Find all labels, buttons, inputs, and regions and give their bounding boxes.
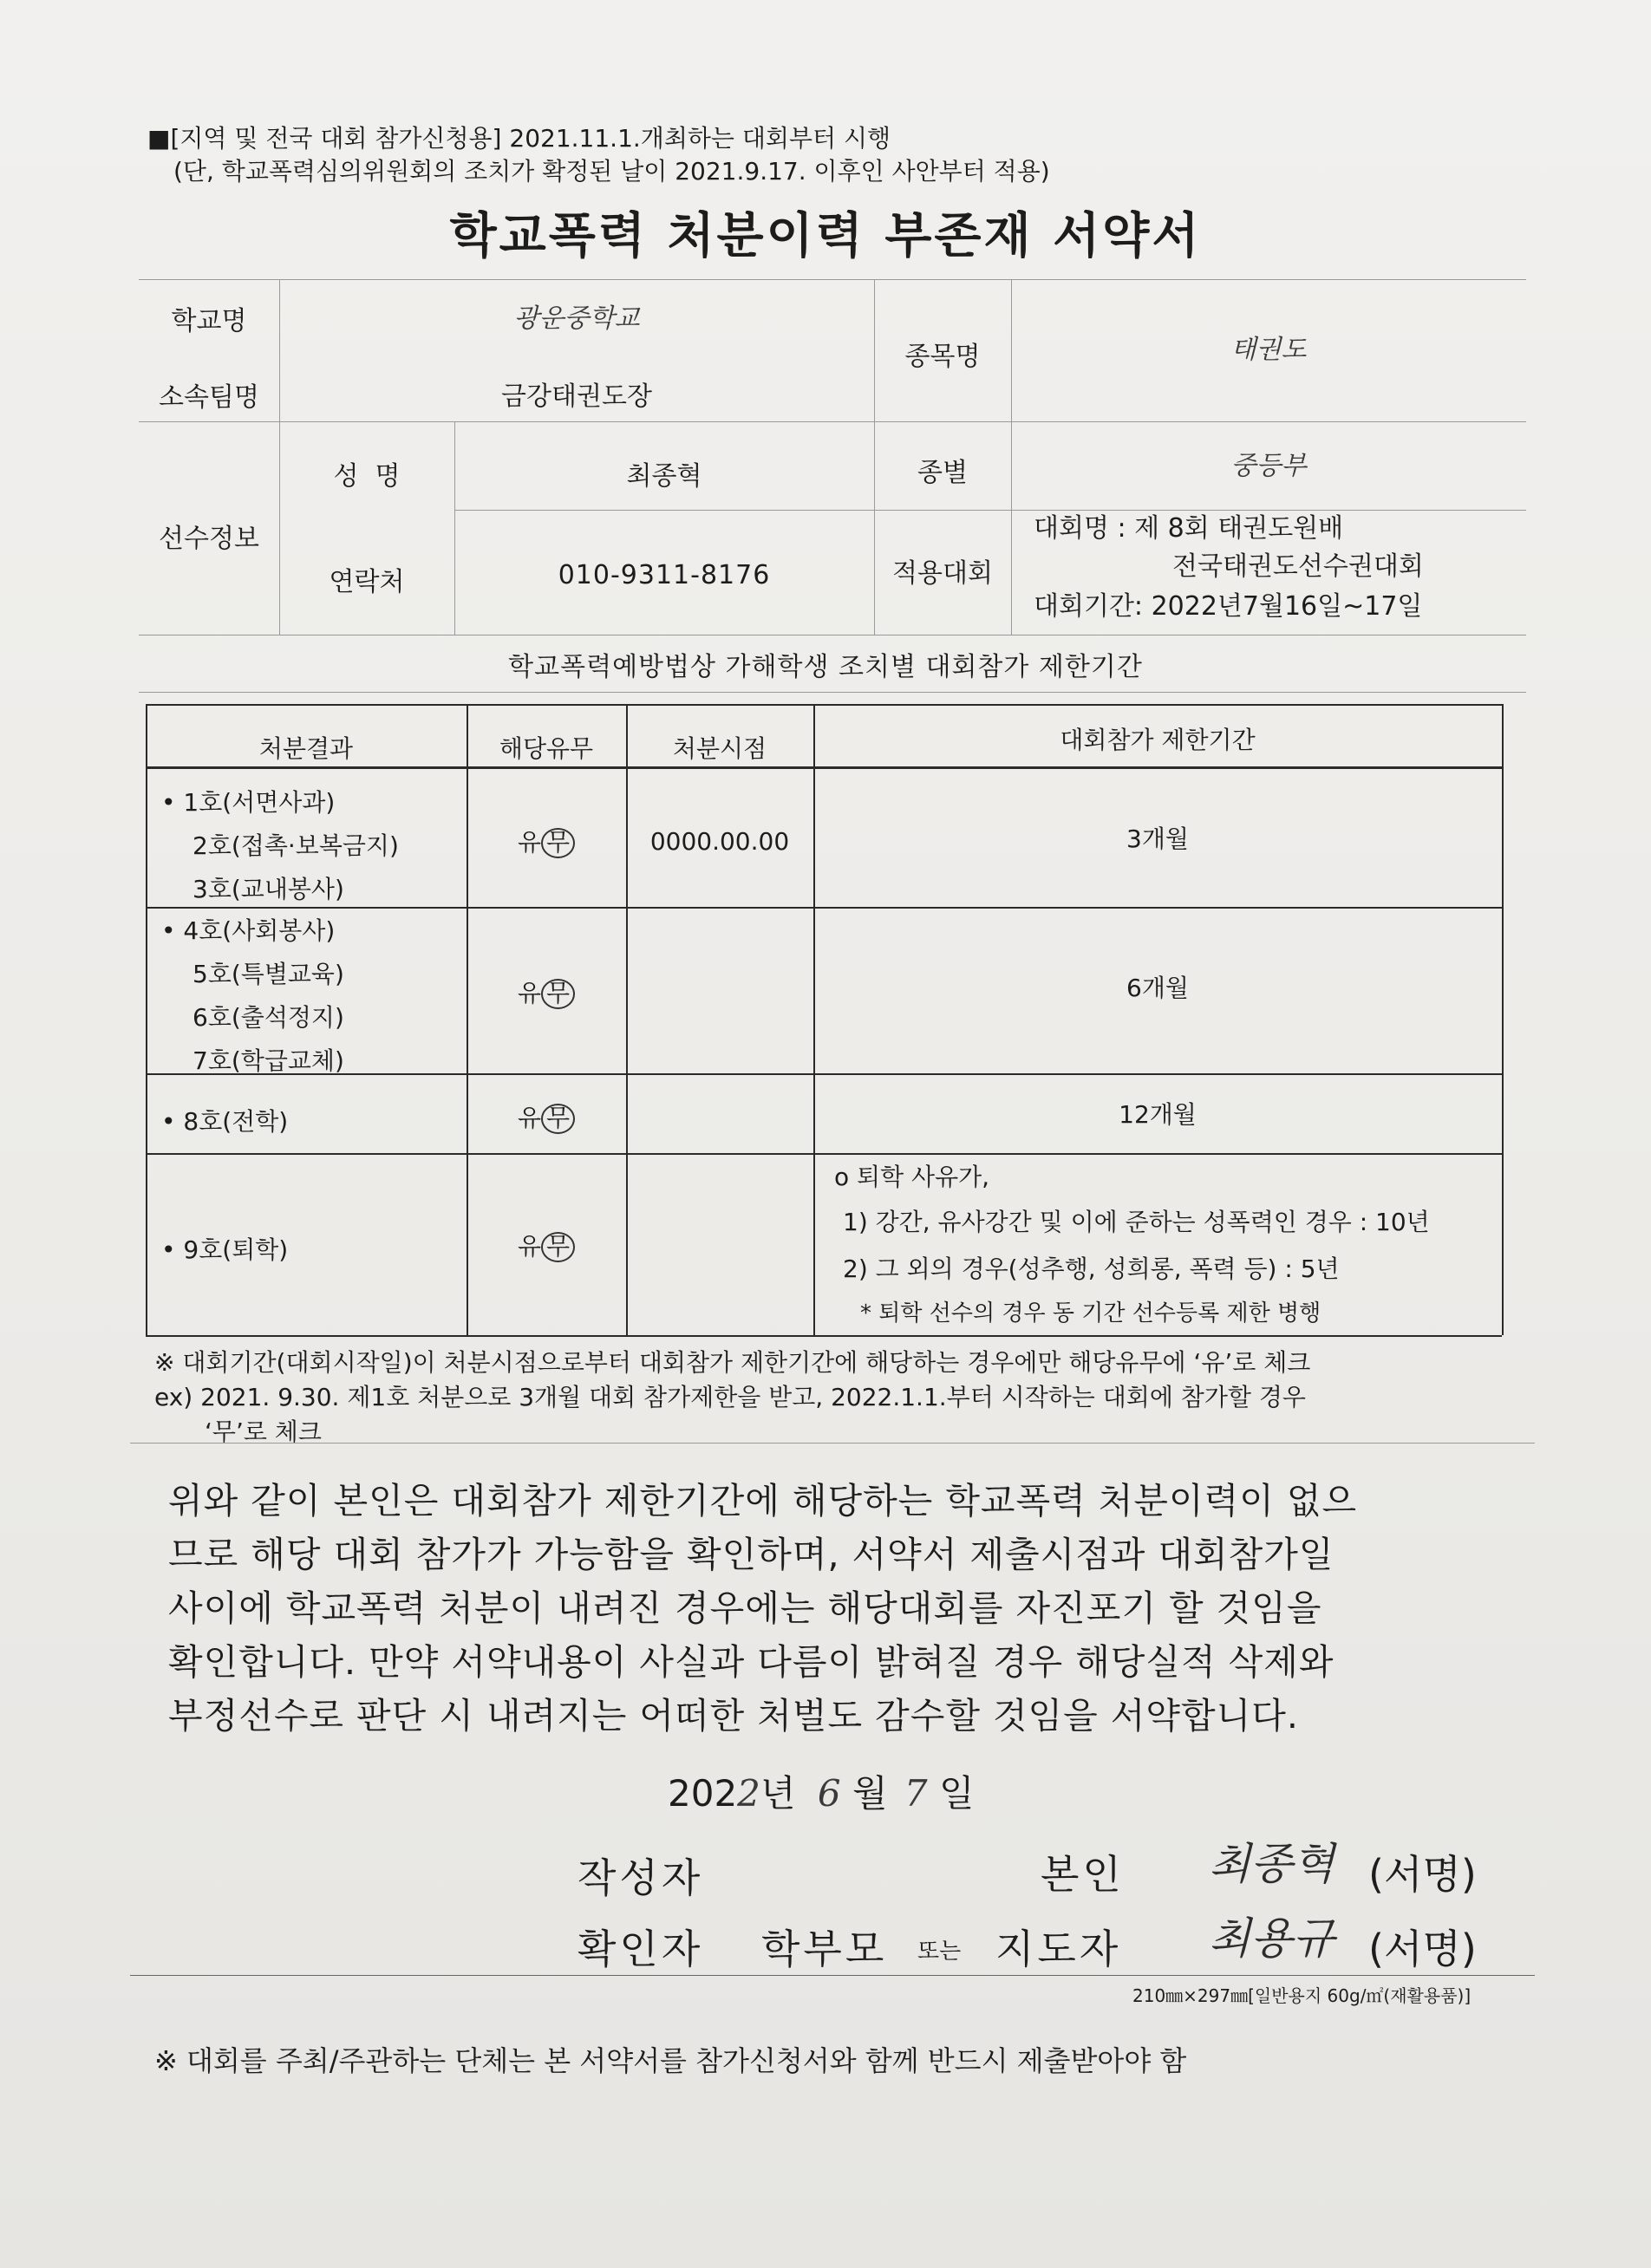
sport-label: 종목명 [904,342,981,372]
footer-note: ※ 대회를 주최/주관하는 단체는 본 서약서를 참가신청서와 함께 반드시 제출받아야 함 [154,2044,1187,2077]
row1-applicable [467,824,626,858]
row2-item-4: 7호(학급교체) [193,1046,344,1075]
date-year-label: 년 [760,1772,796,1815]
contact-label: 연락처 [329,567,405,597]
header-applicable: 해당유무 [499,734,594,763]
info-divider-2 [454,510,1526,511]
row1-item-2: 2호(접촉·보복금지) [193,831,399,860]
restriction-heading: 학교폭력예방법상 가해학생 조치별 대회참가 제한기간 [508,652,1143,682]
pledge-line-3: 사이에 학교폭력 처분이 내려진 경우에는 해당대회를 자진포기 할 것임을 [168,1587,1322,1629]
row3-yes: 유 [517,1104,541,1132]
row4-period-line-4: * 퇴학 선수의 경우 동 기간 선수등록 제한 병행 [860,1300,1321,1326]
pledge-date [668,1765,975,1817]
notice-line-1: ■[지역 및 전국 대회 참가신청용] 2021.11.1.개최하는 대회부터 시행 [147,124,891,153]
row1-date: 0000.00.00 [649,827,790,856]
row4-period-line-2: 1) 강간, 유사강간 및 이에 준하는 성폭력인 경우 : 10년 [843,1208,1430,1236]
row2-period: 6개월 [1126,974,1189,1002]
school-value: 광운중학교 [513,303,640,334]
team-value: 금강태권도장 [501,381,652,412]
row1-item-1: • 1호(서면사과) [161,788,336,817]
confirmer-label: 확인자 [578,1926,704,1972]
writer-label: 작성자 [578,1854,704,1901]
event-period: 대회기간: 2022년7월16일~17일 [1034,591,1423,622]
row4-item-1: • 9호(퇴학) [161,1235,289,1264]
pledge-line-1: 위와 같이 본인은 대회참가 제한기간에 해당하는 학교폭력 처분이력이 없으 [168,1480,1358,1522]
name-value: 최종혁 [626,461,702,492]
contact-value: 010-9311-8176 [558,560,771,590]
info-divider-1 [139,421,1526,422]
self-sign-suffix: (서명) [1368,1851,1477,1898]
row3-applicable [467,1099,626,1134]
date-day: 7 [904,1772,928,1815]
pledge-line-4: 확인합니다. 만약 서약내용이 사실과 다름이 밝혀질 경우 해당실적 삭제와 [168,1641,1335,1683]
note-1: ※ 대회기간(대회시작일)이 처분시점으로부터 대회참가 제한기간에 해당하는 경우에만 해당유무에 ‘유’로 체크 [154,1348,1311,1377]
division-label: 종별 [917,458,968,488]
parent-label: 학부모 [761,1926,888,1972]
restriction-table-top [146,704,1502,706]
header-date: 처분시점 [672,734,767,763]
row1-no-circled: 무 [541,828,575,858]
or-label: 또는 [917,1939,962,1965]
coach-sign-suffix: (서명) [1368,1926,1477,1972]
coach-signature: 최용규 [1209,1913,1335,1964]
row4-yes: 유 [517,1232,541,1261]
row3-period: 12개월 [1119,1100,1197,1129]
row4-period-line-3: 2) 그 외의 경우(성추행, 성희롱, 폭력 등) : 5년 [843,1255,1340,1283]
event-name-line-1: 대회명 : 제 8회 태권도원배 [1034,513,1344,544]
pledge-line-5: 부정선수로 판단 시 내려지는 어떠한 처벌도 감수할 것임을 서약합니다. [168,1695,1299,1737]
team-label: 소속팀명 [159,382,259,413]
sport-value: 태권도 [1230,335,1307,365]
header-result: 처분결과 [258,734,354,763]
paper-spec: 210㎜×297㎜[일반용지 60g/㎡(재활용품)] [1132,1985,1472,2006]
document-title: 학교폭력 처분이력 부존재 서약서 [449,208,1202,264]
row4-period-line-1: o 퇴학 사유가, [834,1163,990,1191]
date-year-hand: 2 [737,1772,760,1815]
date-month-label: 월 [852,1772,888,1815]
row2-item-2: 5호(특별교육) [193,960,344,988]
notice-line-2: (단, 학교폭력심의위원회의 조치가 확정된 날이 2021.9.17. 이후인 사안부터 적용) [173,157,1050,186]
row4-applicable [467,1228,626,1262]
division-value: 중등부 [1230,451,1307,481]
self-signature: 최종혁 [1209,1839,1335,1889]
note-2-line-2: ‘무’로 체크 [205,1418,322,1446]
event-name-line-2: 전국태권도선수권대회 [1172,551,1424,582]
restriction-header-bottom [146,766,1502,769]
player-info-label: 선수정보 [159,524,259,554]
date-month: 6 [817,1772,841,1815]
event-label: 적용대회 [892,558,993,589]
row2-yes: 유 [517,979,541,1007]
info-table-top [139,279,1526,280]
date-year-prefix: 202 [668,1772,738,1815]
restriction-table-bottom [146,1335,1502,1337]
date-day-label: 일 [938,1772,975,1815]
header-period: 대회참가 제한기간 [1060,726,1256,754]
row2-no-circled: 무 [541,979,575,1009]
row4-no-circled: 무 [541,1232,575,1262]
row2-applicable [467,974,626,1009]
row2-item-3: 6호(출석정지) [193,1003,344,1032]
school-label: 학교명 [171,306,247,336]
row2-item-1: • 4호(사회봉사) [161,916,336,945]
row1-yes: 유 [517,828,541,857]
row1-item-3: 3호(교내봉사) [193,875,344,903]
row3-item-1: • 8호(전학) [161,1107,289,1136]
pledge-line-2: 므로 해당 대회 참가가 가능함을 확인하며, 서약서 제출시점과 대회참가일 [168,1534,1335,1575]
name-label: 성 명 [333,461,401,492]
note-2-line-1: ex) 2021. 9.30. 제1호 처분으로 3개월 대회 참가제한을 받고, 2022.1.1.부터 시작하는 대회에 참가할 경우 [154,1383,1306,1411]
row3-no-circled: 무 [541,1104,575,1134]
coach-label: 지도자 [995,1926,1122,1972]
self-label: 본인 [1041,1851,1125,1898]
row1-period: 3개월 [1126,824,1189,853]
